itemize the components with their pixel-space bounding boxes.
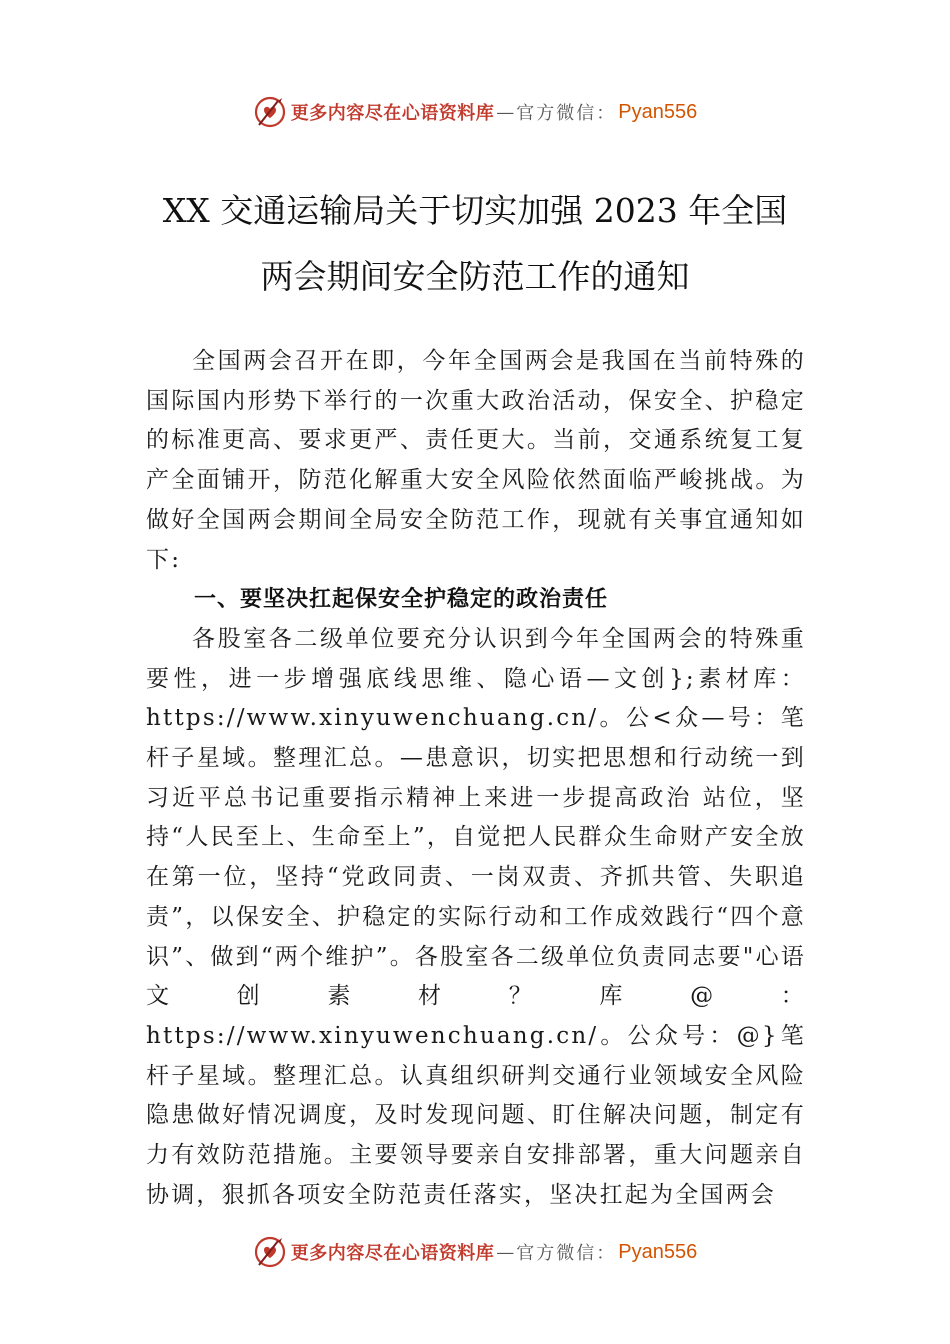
- banner-brand: 更多内容尽在心语资料库: [290, 103, 495, 124]
- quill-heart-icon: [253, 1235, 287, 1269]
- banner-brand: 更多内容尽在心语资料库: [290, 1243, 495, 1264]
- title-line-1: XX 交通运输局关于切实加强 2023 年全国: [162, 191, 788, 230]
- section-heading-1: 一、要坚决扛起保安全护稳定的政治责任: [194, 587, 609, 613]
- banner-dash: —: [496, 101, 515, 123]
- banner-dash: —: [496, 1241, 515, 1263]
- quill-heart-icon: [253, 95, 287, 129]
- banner-account: Pyan556: [618, 100, 698, 123]
- document-body: [146, 342, 806, 1215]
- intro-paragraph: 全国两会召开在即，今年全国两会是我国在当前特殊的国际国内形势下举行的一次重大政治活动，保安全、护稳定的标准更高、要求更严、责任更大。当前，交通系统复工复产全面铺开，防范化解重大安全风险依然面临严峻挑战。为做好全国两会期间全局安全防范工作，现就有关事宜通知如下:: [146, 348, 806, 573]
- banner-account: Pyan556: [618, 1240, 698, 1263]
- banner-official-label: 官方微信：: [516, 1243, 617, 1264]
- section-1-paragraph: 各股室各二级单位要充分认识到今年全国两会的特殊重要性，进一步增强底线思维、隐心语—文创};素材库：https://www.xinyuwenchuang.cn/。公<众—号：笔杆子星域。整理汇总。—患意识，切实把思想和行动统一到习近平总书记重要指示精神上来进一步提高政治 站位，坚持“人民至上、生命至上”，自觉把人民群众生命财产安全放在第一位，坚持“党政同责、一岗双责、齐抓共管、失职追责”，以保安全、护稳定的实际行动和工作成效践行“四个意识”、做到“两个维护”。各股室各二级单位负责同志要"心语文创素材？库@：https://www.xinyuwenchuang.cn/。公众号：@}笔杆子星域。整理汇总。认真组织研判交通行业领域安全风险隐患做好情况调度，及时发现问题、盯住解决问题，制定有力有效防范措施。主要领导要亲自安排部署，重大问题亲自协调，狠抓各项安全防范责任落实，坚决扛起为全国两会: [146, 625, 806, 1208]
- title-line-2: 两会期间安全防范工作的通知: [260, 257, 690, 296]
- document-title: [0, 178, 950, 310]
- banner-official-label: 官方微信：: [516, 103, 617, 124]
- header-banner: [0, 92, 950, 132]
- footer-banner: [0, 1232, 950, 1272]
